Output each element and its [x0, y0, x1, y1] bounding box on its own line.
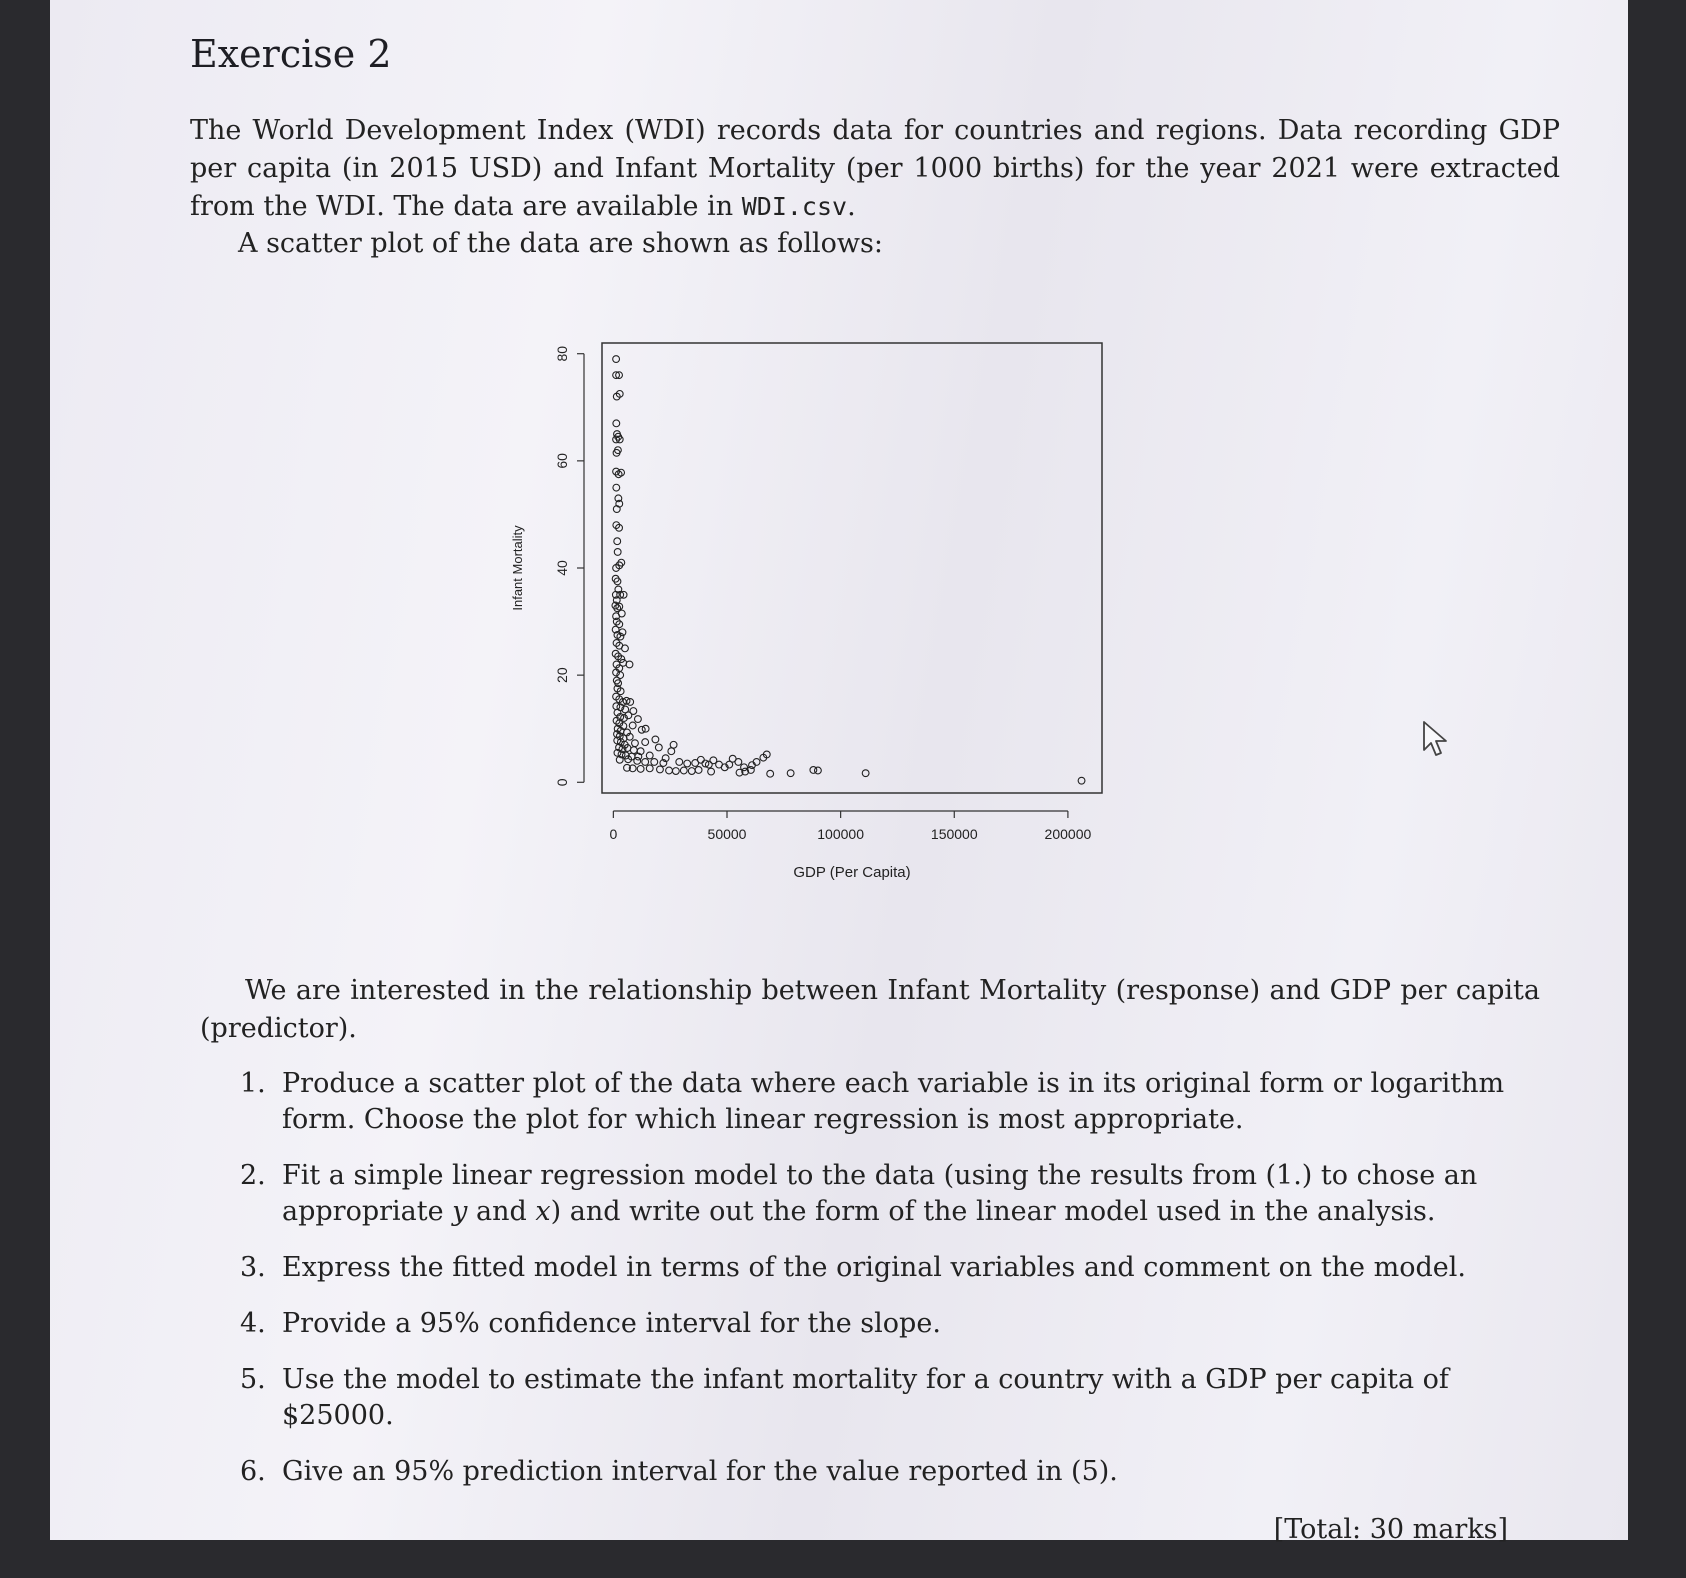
x-tick-label: 50000 [707, 826, 747, 842]
y-axis [554, 346, 584, 786]
data-point [657, 766, 664, 773]
question-text-b: and [467, 1196, 536, 1227]
data-point [676, 759, 683, 766]
y-axis-label: Infant Mortality [510, 525, 525, 611]
data-point [614, 538, 621, 545]
variable-x: x [535, 1196, 551, 1227]
data-point [618, 610, 625, 617]
data-point [670, 741, 677, 748]
scatter-plot-svg [512, 340, 1212, 940]
data-point [613, 484, 620, 491]
scatter-plot [512, 340, 1212, 940]
data-point [708, 768, 715, 775]
data-point [622, 645, 629, 652]
data-point [680, 767, 687, 774]
variable-y: y [452, 1196, 468, 1227]
total-marks: [Total: 30 marks] [1273, 1514, 1508, 1545]
data-point [613, 420, 620, 427]
data-point [652, 736, 659, 743]
question-number: 1. [240, 1068, 266, 1099]
x-axis-label: GDP (Per Capita) [793, 864, 911, 881]
data-point [735, 759, 742, 766]
data-point [614, 549, 621, 556]
mouse-pointer-icon [1422, 720, 1452, 760]
data-point [697, 756, 704, 763]
y-tick-label: 0 [554, 778, 570, 787]
plot-frame [602, 343, 1102, 793]
question-text: Give an 95% prediction interval for the value reported in (5). [282, 1456, 1118, 1487]
question-item [240, 1066, 1550, 1138]
data-point [688, 768, 695, 775]
question-text: Express the fitted model in terms of the original variables and comment on the model. [282, 1252, 1466, 1283]
data-point [684, 760, 691, 767]
data-point [646, 765, 653, 772]
data-point [655, 744, 662, 751]
data-point [634, 757, 641, 764]
x-tick-label: 200000 [1044, 826, 1092, 842]
question-list [240, 1066, 1550, 1510]
x-tick-label: 100000 [817, 826, 864, 842]
plot-lead-text: A scatter plot of the data are shown as follows: [238, 228, 883, 259]
question-item [240, 1362, 1550, 1434]
y-tick-label: 80 [554, 345, 570, 362]
data-point [767, 770, 774, 777]
question-number: 5. [240, 1364, 266, 1395]
question-number: 2. [240, 1160, 266, 1191]
question-text-c: ) and write out the form of the linear model used in the analysis. [550, 1196, 1436, 1227]
data-point [651, 759, 658, 766]
question-number: 6. [240, 1456, 266, 1487]
question-number: 3. [240, 1252, 266, 1283]
data-point [637, 765, 644, 772]
data-point [642, 759, 649, 766]
y-tick-label: 40 [554, 560, 570, 576]
data-point [635, 716, 642, 723]
data-point [616, 603, 623, 610]
question-item [240, 1454, 1550, 1490]
data-point [642, 739, 649, 746]
data-point [630, 747, 637, 754]
question-item [240, 1250, 1550, 1286]
x-axis [609, 811, 1091, 842]
data-point [787, 770, 794, 777]
question-text-a: Fit a simple linear regression model to the data (using the results from (1.) to chose an appropriate [282, 1160, 1478, 1227]
paper-sheet [50, 0, 1628, 1545]
question-text: Provide a 95% confidence interval for the slope. [282, 1308, 941, 1339]
data-point [632, 740, 639, 747]
x-tick-label: 0 [609, 826, 618, 842]
data-point [815, 767, 822, 774]
question-text: Produce a scatter plot of the data where each variable is in its original form or logarithm form. Choose the plot for which linear regression is most appropriate. [282, 1068, 1505, 1135]
points-layer [612, 356, 1085, 784]
data-point [638, 726, 645, 733]
data-point [668, 748, 675, 755]
y-tick-label: 20 [554, 667, 570, 683]
y-tick-label: 60 [554, 453, 570, 469]
data-point [629, 722, 636, 729]
question-text: Use the model to estimate the infant mortality for a country with a GDP per capita of $25000. [282, 1364, 1449, 1431]
data-point [862, 770, 869, 777]
data-point [1078, 777, 1085, 784]
data-point [672, 768, 679, 775]
intro-paragraph [190, 112, 1560, 226]
intro-end: . [847, 191, 856, 222]
relationship-paragraph: We are interested in the relationship between Infant Mortality (response) and GDP per capita (predictor). [200, 975, 1540, 1044]
question-item [240, 1158, 1550, 1230]
data-point [613, 356, 620, 363]
exercise-title: Exercise 2 [190, 32, 392, 76]
data-point [695, 767, 702, 774]
data-point [626, 661, 633, 668]
question-number: 4. [240, 1308, 266, 1339]
data-point [646, 752, 653, 759]
intro-file-name: WDI.csv [741, 192, 848, 221]
data-point [666, 767, 673, 774]
question-item [240, 1306, 1550, 1342]
intro-text: The World Development Index (WDI) records data for countries and regions. Data recording GDP per capita (in 2015 USD) and Infant Mortality (per 1000 births) for the year 2021 were extracted from the WDI. The data are available in [190, 115, 1560, 222]
x-tick-label: 150000 [930, 826, 978, 842]
